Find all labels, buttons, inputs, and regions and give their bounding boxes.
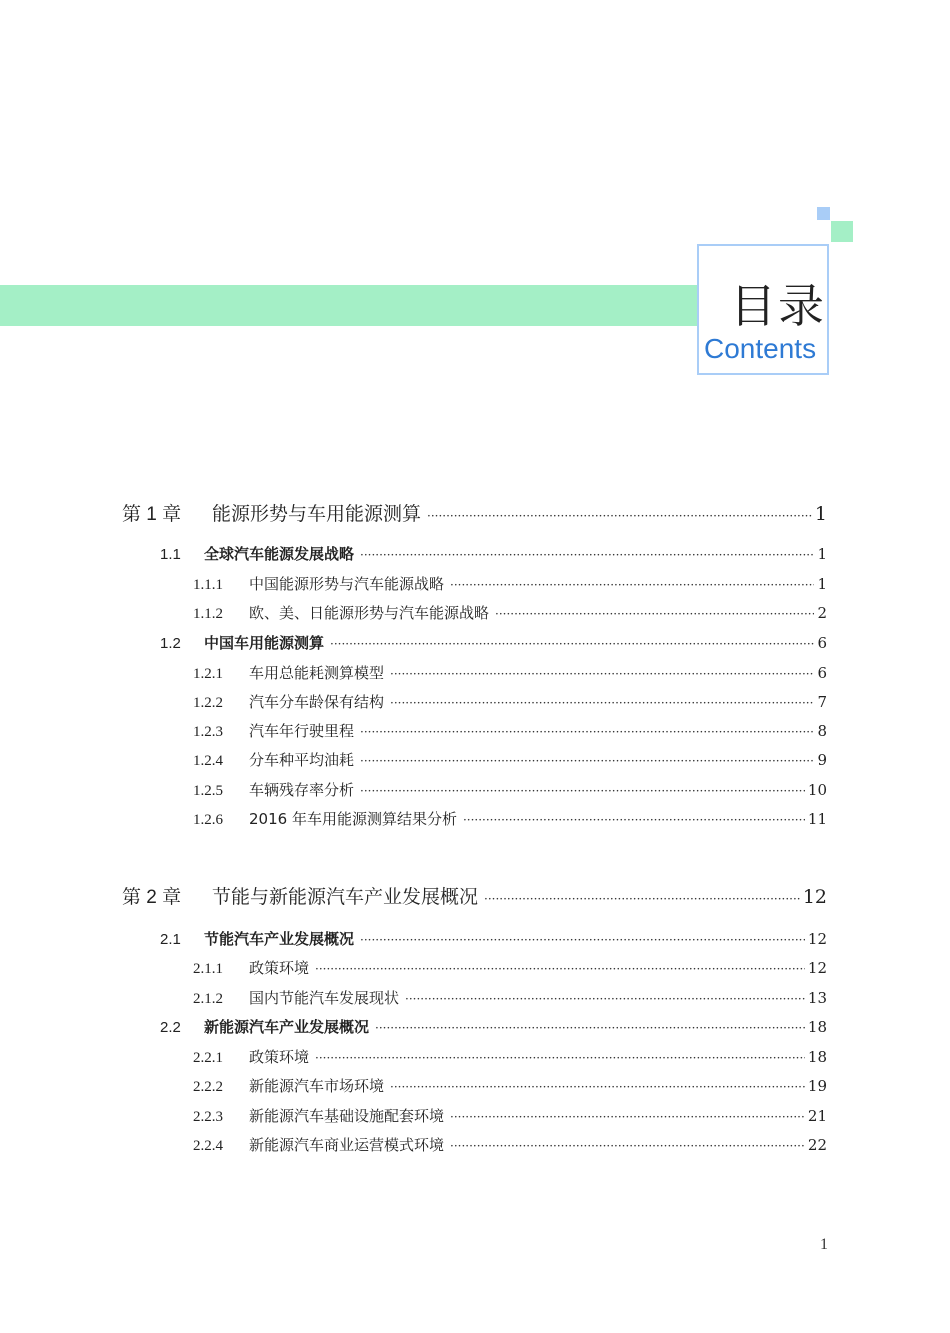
toc-entry-number: 1.1.2 [193,606,223,622]
toc-entry-section[interactable] [160,543,827,564]
toc-entry-chapter[interactable] [122,882,827,909]
toc-entry-page: 22 [807,1136,827,1154]
toc-entry-sub[interactable] [193,1075,827,1096]
toc-entry-sub[interactable] [193,957,827,978]
dot-leader [360,933,805,947]
dot-leader [360,548,814,562]
header-band [0,285,697,326]
dot-leader [427,509,812,523]
toc-entry-page: 2 [817,604,827,622]
toc-entry-title: 节能与新能源汽车产业发展概况 [212,886,479,908]
toc-entry-title: 分车种平均油耗 [249,751,355,769]
toc-entry-page: 8 [817,722,827,740]
toc-entry-title: 新能源汽车商业运营模式环境 [249,1136,445,1154]
toc-entry-title: 车用总能耗测算模型 [249,664,385,682]
toc-entry-number: 1.1 [160,546,181,563]
toc-entry-sub[interactable] [193,720,827,741]
toc-entry-number: 2.2 [160,1019,181,1036]
toc-entry-title: 欧、美、日能源形势与汽车能源战略 [249,604,490,622]
dot-leader [360,784,805,798]
toc-entry-number: 1.2.4 [193,753,223,769]
toc-entry-number: 2.1 [160,931,181,948]
decor-square-blue [817,207,830,220]
dot-leader [450,1139,805,1153]
toc-entry-title: 新能源汽车基础设施配套环境 [249,1107,445,1125]
toc-entry-page: 7 [817,693,827,711]
toc-entry-number: 1.2 [160,635,181,652]
toc-entry-page: 12 [807,959,827,977]
dot-leader [463,813,805,827]
toc-entry-sub[interactable] [193,691,827,712]
toc-entry-title: 政策环境 [249,1048,310,1066]
dot-leader [450,1110,805,1124]
toc-entry-page: 11 [807,810,827,828]
toc-entry-number: 1.2.2 [193,695,223,711]
dot-leader [330,637,814,651]
toc-entry-number: 1.2.1 [193,666,223,682]
dot-leader [390,667,814,681]
toc-entry-number: 1.2.6 [193,812,223,828]
toc-entry-number: 2.2.1 [193,1050,223,1066]
toc-entry-title: 车辆残存率分析 [249,781,355,799]
toc-entry-page: 6 [817,634,827,652]
toc-entry-number: 1.2.3 [193,724,223,740]
toc-entry-sub[interactable] [193,1046,827,1067]
toc-entry-number: 第 2 章 [122,887,182,908]
dot-leader [375,1021,805,1035]
toc-entry-page: 6 [817,664,827,682]
toc-entry-number: 2.2.2 [193,1079,223,1095]
toc-entry-title: 能源形势与车用能源测算 [212,503,422,525]
toc-entry-section[interactable] [160,632,827,653]
toc-entry-page: 18 [807,1018,827,1036]
toc-entry-title: 节能汽车产业发展概况 [204,930,355,948]
dot-leader [484,892,800,906]
dot-leader [495,607,814,621]
dot-leader [405,992,805,1006]
toc-entry-sub[interactable] [193,573,827,594]
toc-entry-page: 1 [817,545,827,563]
toc-entry-number: 2.2.4 [193,1138,223,1154]
toc-entry-page: 1 [814,503,827,525]
toc-entry-title: 汽车分车龄保有结构 [249,693,385,711]
toc-entry-number: 2.2.3 [193,1109,223,1125]
toc-entry-sub[interactable] [193,662,827,683]
decor-square-green [831,221,853,242]
dot-leader [390,696,814,710]
toc-entry-title: 中国车用能源测算 [204,634,325,652]
toc-entry-chapter[interactable] [122,499,827,526]
toc-entry-sub[interactable] [193,1134,827,1155]
toc-entry-sub[interactable] [193,779,827,800]
toc-entry-page: 1 [817,575,827,593]
toc-entry-page: 18 [807,1048,827,1066]
page-number: 1 [820,1236,828,1253]
toc-entry-page: 12 [802,886,827,908]
page-subtitle: Contents [704,333,817,364]
toc-entry-page: 12 [807,930,827,948]
toc-entry-sub[interactable] [193,987,827,1008]
dot-leader [315,962,805,976]
toc-entry-title: 国内节能汽车发展现状 [249,989,400,1007]
toc-entry-title: 2016 年车用能源测算结果分析 [249,810,457,828]
toc-entry-number: 1.1.1 [193,577,223,593]
dot-leader [315,1051,805,1065]
dot-leader [390,1080,805,1094]
toc-entry-page: 19 [807,1077,827,1095]
toc-entry-section[interactable] [160,1016,827,1037]
toc-entry-title: 中国能源形势与汽车能源战略 [249,575,445,593]
toc-entry-title: 新能源汽车产业发展概况 [204,1018,370,1036]
toc-entry-page: 10 [807,781,827,799]
toc-entry-title: 全球汽车能源发展战略 [204,545,355,563]
toc-entry-sub[interactable] [193,602,827,623]
dot-leader [450,578,814,592]
toc-entry-number: 1.2.5 [193,783,223,799]
toc-entry-number: 2.1.2 [193,991,223,1007]
toc-entry-page: 21 [807,1107,827,1125]
toc-entry-title: 政策环境 [249,959,310,977]
dot-leader [360,754,814,768]
toc-entry-title: 新能源汽车市场环境 [249,1077,385,1095]
toc-entry-page: 9 [817,751,827,769]
toc-entry-sub[interactable] [193,808,827,829]
toc-entry-sub[interactable] [193,1105,827,1126]
toc-entry-page: 13 [807,989,827,1007]
page-title: 目录 [730,279,826,333]
toc-entry-section[interactable] [160,928,827,949]
toc-entry-sub[interactable] [193,749,827,770]
dot-leader [360,725,814,739]
toc-entry-title: 汽车年行驶里程 [249,722,355,740]
toc-entry-number: 2.1.1 [193,961,223,977]
toc-entry-number: 第 1 章 [122,504,182,525]
